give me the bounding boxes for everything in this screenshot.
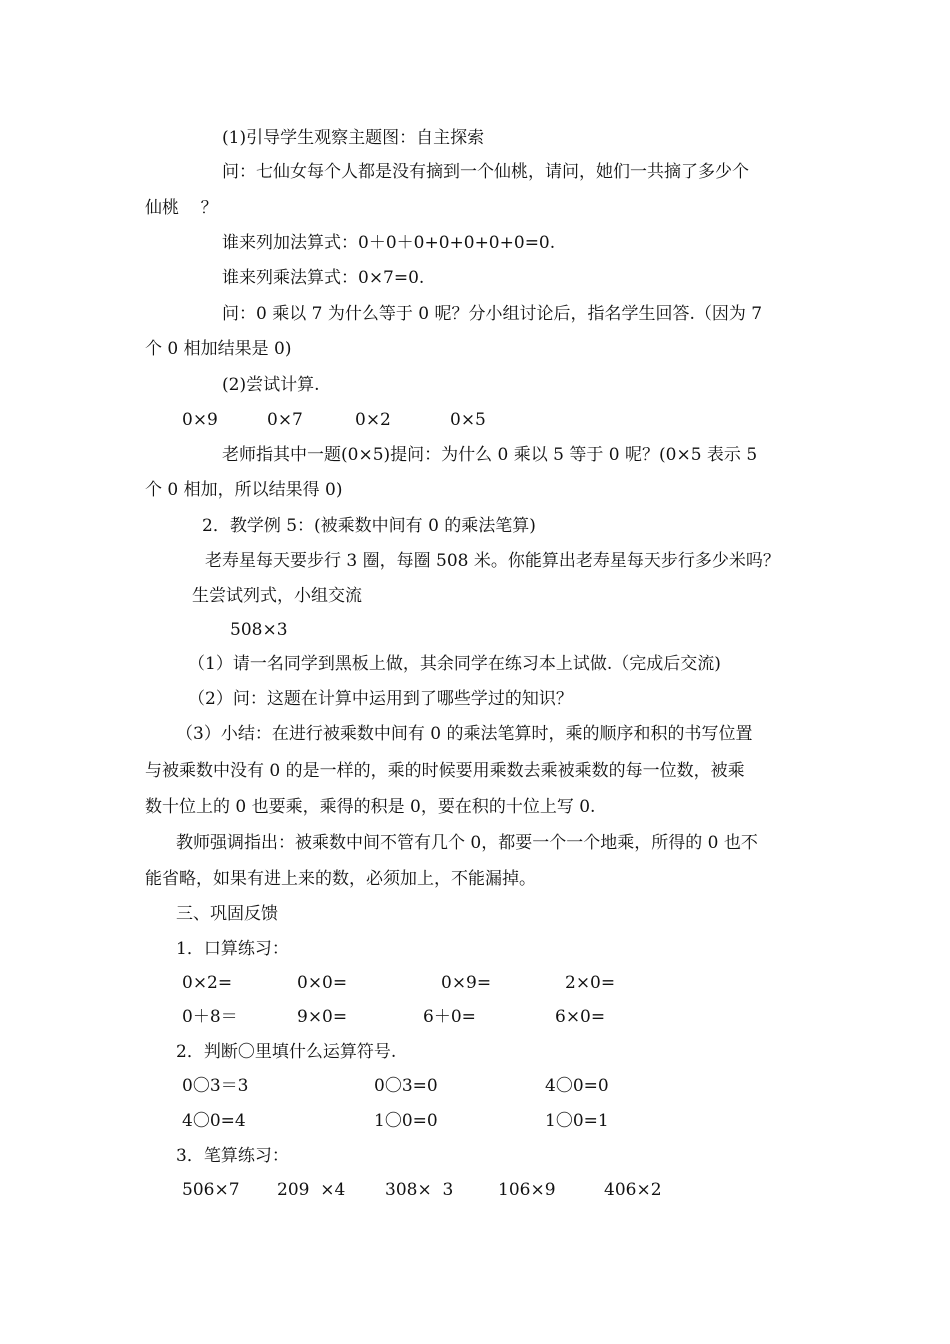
trial-problem: 0×7 (267, 410, 303, 430)
judge-row-2 (0, 1109, 950, 1133)
emphasis-line2: 能省略，如果有进上来的数，必须加上，不能漏掉。 (145, 869, 536, 889)
oral-practice-title: 1．口算练习： (176, 939, 289, 959)
student-activity: 生尝试列式，小组交流 (192, 586, 362, 606)
written-row (0, 1178, 950, 1202)
example5-title: 2．教学例 5：(被乘数中间有 0 的乘法笔算) (202, 516, 536, 536)
question1-line2: 仙桃 ？ (145, 198, 218, 218)
example5-expression: 508×3 (230, 620, 288, 640)
oral-problem: 2×0= (565, 973, 616, 993)
written-problem: 209 ×4 (277, 1180, 346, 1200)
section2-title: (2)尝试计算. (222, 375, 320, 395)
addition-formula: 谁来列加法算式：0＋0＋0+0+0+0+0=0. (222, 233, 556, 253)
judge-title: 2．判断〇里填什么运算符号. (176, 1042, 397, 1062)
emphasis-line1: 教师强调指出：被乘数中间不管有几个 0，都要一个一个地乘，所得的 0 也不 (176, 833, 758, 853)
written-problem: 106×9 (498, 1180, 556, 1200)
section3-title: 三、巩固反馈 (176, 904, 278, 924)
judge-problem: 0〇3＝3 (182, 1076, 249, 1096)
teacher-question-line2: 个 0 相加，所以结果得 0) (145, 480, 343, 500)
question2-line2: 个 0 相加结果是 0) (145, 339, 292, 359)
trial-problem: 0×5 (450, 410, 486, 430)
question1-line1: 问：七仙女每个人都是没有摘到一个仙桃，请问，她们一共摘了多少个 (222, 162, 749, 182)
oral-problem: 6×0= (555, 1007, 606, 1027)
judge-row-1 (0, 1074, 950, 1098)
oral-problem: 0＋8＝ (182, 1007, 238, 1027)
trial-problem: 0×9 (182, 410, 218, 430)
step1-text: （1）请一名同学到黑板上做，其余同学在练习本上试做.（完成后交流) (188, 654, 721, 674)
summary-line1: （3）小结：在进行被乘数中间有 0 的乘法笔算时，乘的顺序和积的书写位置 (176, 724, 753, 744)
judge-problem: 1〇0=1 (545, 1111, 609, 1131)
teacher-question-line1: 老师指其中一题(0×5)提问：为什么 0 乘以 5 等于 0 呢？(0×5 表示 5 (222, 445, 758, 465)
trial-problems-row (0, 408, 950, 432)
oral-problem: 6＋0= (423, 1007, 476, 1027)
oral-problem: 0×9= (441, 973, 492, 993)
oral-problem: 0×2= (182, 973, 233, 993)
multiplication-formula: 谁来列乘法算式：0×7=0. (222, 268, 425, 288)
written-problem: 406×2 (604, 1180, 662, 1200)
oral-problem: 9×0= (297, 1007, 348, 1027)
judge-problem: 4〇0=4 (182, 1111, 246, 1131)
judge-problem: 0〇3=0 (374, 1076, 438, 1096)
written-problem: 506×7 (182, 1180, 240, 1200)
oral-problem: 0×0= (297, 973, 348, 993)
section1-title: (1)引导学生观察主题图：自主探索 (222, 128, 485, 148)
oral-row-1 (0, 971, 950, 995)
question2-line1: 问：0 乘以 7 为什么等于 0 呢？分小组讨论后，指名学生回答.（因为 7 (222, 304, 763, 324)
judge-problem: 4〇0=0 (545, 1076, 609, 1096)
written-problem: 308× 3 (385, 1180, 454, 1200)
judge-problem: 1〇0=0 (374, 1111, 438, 1131)
example5-story: 老寿星每天要步行 3 圈，每圈 508 米。你能算出老寿星每天步行多少米吗？ (205, 551, 780, 571)
step2-text: （2）问：这题在计算中运用到了哪些学过的知识？ (188, 689, 573, 709)
summary-line2: 与被乘数中没有 0 的是一样的，乘的时候要用乘数去乘被乘数的每一位数，被乘 (145, 761, 745, 781)
trial-problem: 0×2 (355, 410, 391, 430)
written-practice-title: 3．笔算练习： (176, 1146, 289, 1166)
summary-line3: 数十位上的 0 也要乘，乘得的积是 0，要在积的十位上写 0. (145, 797, 596, 817)
oral-row-2 (0, 1005, 950, 1029)
